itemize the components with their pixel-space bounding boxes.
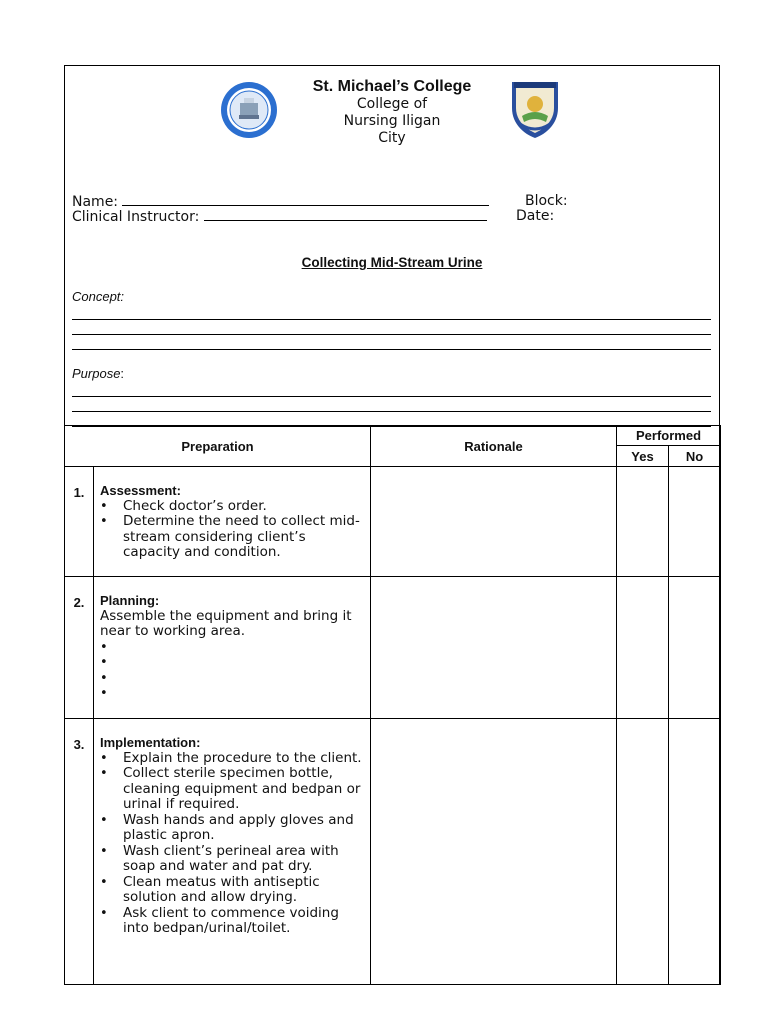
no-cell[interactable] — [669, 467, 721, 577]
rationale-cell[interactable] — [371, 719, 617, 985]
step-bullet — [100, 671, 366, 687]
step-intro: Assemble the equipment and bring it near to working area. — [100, 607, 352, 639]
step-bullet: • Explain the procedure to the client. — [100, 751, 366, 767]
step-bullet — [100, 655, 366, 671]
step-title: Planning: — [100, 593, 160, 608]
step-bullet: • Check doctor’s order. — [100, 499, 366, 515]
nursing-crest-icon — [506, 78, 564, 140]
instructor-label: Clinical Instructor: — [72, 209, 200, 225]
step-bullet: • Wash hands and apply gloves and plastic apron. — [100, 813, 366, 844]
name-blank[interactable] — [122, 193, 489, 206]
rationale-cell[interactable] — [371, 467, 617, 577]
col-performed: Performed — [617, 426, 721, 446]
concept-line[interactable] — [72, 349, 711, 350]
step-bullet: • Wash client’s perineal area with soap and water and pat dry. — [100, 844, 366, 875]
no-cell[interactable] — [669, 719, 721, 985]
block-label: Block: — [525, 193, 568, 209]
rationale-cell[interactable] — [371, 577, 617, 719]
step-preparation — [94, 577, 371, 719]
college-subtitle-3: City — [378, 130, 406, 146]
step-number: 2. — [65, 577, 94, 719]
step-number: 1. — [65, 467, 94, 577]
col-rationale: Rationale — [371, 426, 617, 467]
college-seal-icon — [220, 81, 278, 139]
concept-line[interactable] — [72, 334, 711, 335]
instructor-blank[interactable] — [204, 208, 487, 221]
purpose-colon: : — [120, 366, 125, 381]
no-cell[interactable] — [669, 577, 721, 719]
step-number: 3. — [65, 719, 94, 985]
yes-cell[interactable] — [617, 467, 669, 577]
college-name: St. Michael’s College — [312, 78, 472, 95]
col-preparation: Preparation — [65, 426, 371, 467]
step-bullet: • Determine the need to collect mid- stream considering client’s capacity and condition. — [100, 514, 366, 561]
name-label: Name: — [72, 194, 119, 210]
step-preparation — [94, 467, 371, 577]
purpose-line[interactable] — [72, 411, 711, 412]
step-bullet: • Collect sterile specimen bottle, cleaning equipment and bedpan or urinal if required. — [100, 766, 366, 813]
college-subtitle-1: College of — [356, 96, 428, 112]
yes-cell[interactable] — [617, 577, 669, 719]
instructor-field — [72, 208, 487, 225]
purpose-label — [72, 366, 124, 381]
purpose-label-text: Purpose — [72, 366, 121, 381]
step-bullet: • Ask client to commence voiding into bedpan/urinal/toilet. — [100, 906, 366, 937]
document-title: Collecting Mid-Stream Urine — [301, 255, 483, 270]
step-bullet — [100, 686, 366, 702]
yes-cell[interactable] — [617, 719, 669, 985]
procedure-table — [64, 425, 721, 985]
step-title: Assessment: — [100, 483, 181, 498]
col-yes: Yes — [617, 446, 669, 467]
college-header — [292, 77, 492, 147]
college-subtitle-2: Nursing Iligan — [343, 113, 441, 129]
purpose-line[interactable] — [72, 396, 711, 397]
concept-line[interactable] — [72, 319, 711, 320]
col-no: No — [669, 446, 721, 467]
step-bullet — [100, 640, 366, 656]
table-row — [65, 719, 721, 985]
date-label: Date: — [516, 208, 555, 224]
concept-label: Concept: — [72, 289, 125, 304]
table-row — [65, 467, 721, 577]
table-row — [65, 577, 721, 719]
step-preparation — [94, 719, 371, 985]
step-title: Implementation: — [100, 735, 201, 750]
step-bullet: • Clean meatus with antiseptic solution and allow drying. — [100, 875, 366, 906]
